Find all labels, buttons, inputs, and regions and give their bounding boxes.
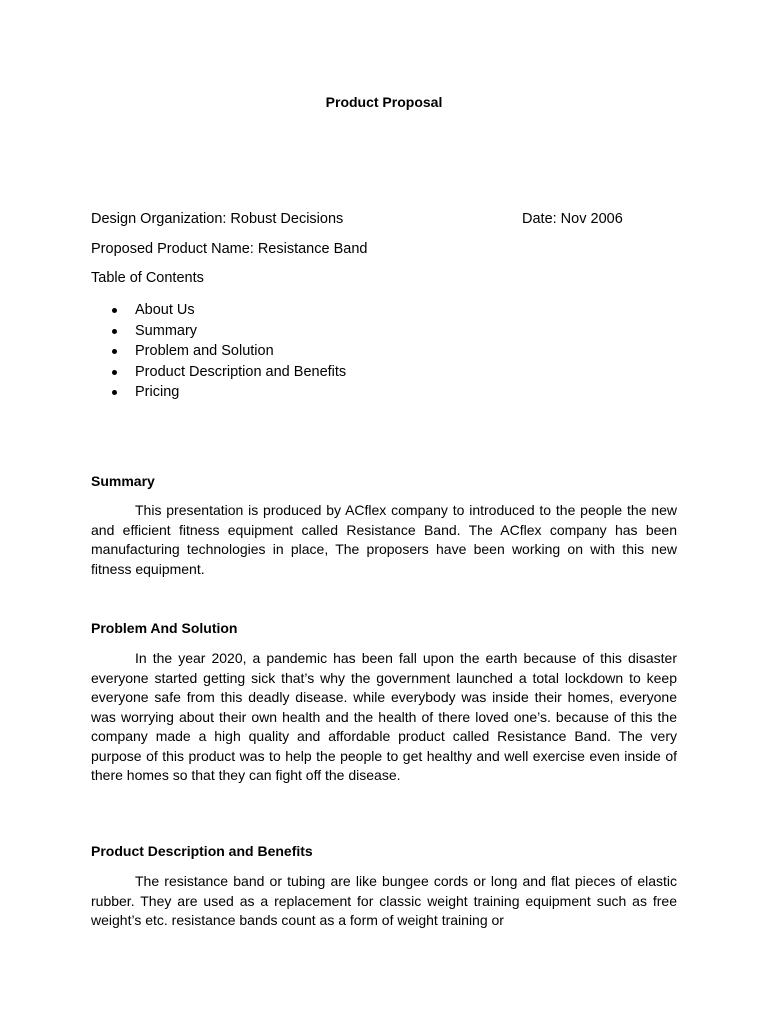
summary-paragraph: This presentation is produced by ACflex company to introduced to the people the new and efficient fitness equipment called Resistance Band. The ACflex company has been manufacturing technologies in place, The proposers have been working on with this new fitness equipment. <box>91 502 677 577</box>
bullet-icon <box>112 370 117 375</box>
proposal-date: Date: Nov 2006 <box>522 211 623 227</box>
design-organization: Design Organization: Robust Decisions <box>91 211 344 227</box>
toc-item-problem-and-solution: Problem and Solution <box>91 341 346 362</box>
toc-heading: Table of Contents <box>91 270 204 286</box>
problem-solution-heading: Problem And Solution <box>91 620 238 636</box>
proposed-product-name: Proposed Product Name: Resistance Band <box>91 241 368 257</box>
toc-item-summary: Summary <box>91 321 346 342</box>
toc-item-product-description: Product Description and Benefits <box>91 362 346 383</box>
toc-item-about-us: About Us <box>91 300 346 321</box>
toc-item-pricing: Pricing <box>91 382 346 403</box>
bullet-icon <box>112 390 117 395</box>
product-description-paragraph: The resistance band or tubing are like bungee cords or long and flat pieces of elastic rubber. They are used as a replacement for classic weight training equipment such as free weight’s etc. resistance bands count as a form of weight training or <box>91 873 677 928</box>
document-title: Product Proposal <box>325 94 443 110</box>
summary-heading: Summary <box>91 473 155 489</box>
product-description-heading: Product Description and Benefits <box>91 843 313 859</box>
table-of-contents <box>91 300 346 403</box>
bullet-icon <box>112 308 117 313</box>
bullet-icon <box>112 349 117 354</box>
problem-solution-paragraph: In the year 2020, a pandemic has been fall upon the earth because of this disaster everyone started getting sick that’s why the government launched a total lockdown to keep everyone safe from this deadly disease. while everybody was inside their homes, everyone was worrying about their own health and the health of there loved one’s. because of this the company made a high quality and affordable product called Resistance Band. The very purpose of this product was to help the people to get healthy and well exercise even inside of there homes so that they can fight off the disease. <box>91 650 677 783</box>
bullet-icon <box>112 329 117 334</box>
